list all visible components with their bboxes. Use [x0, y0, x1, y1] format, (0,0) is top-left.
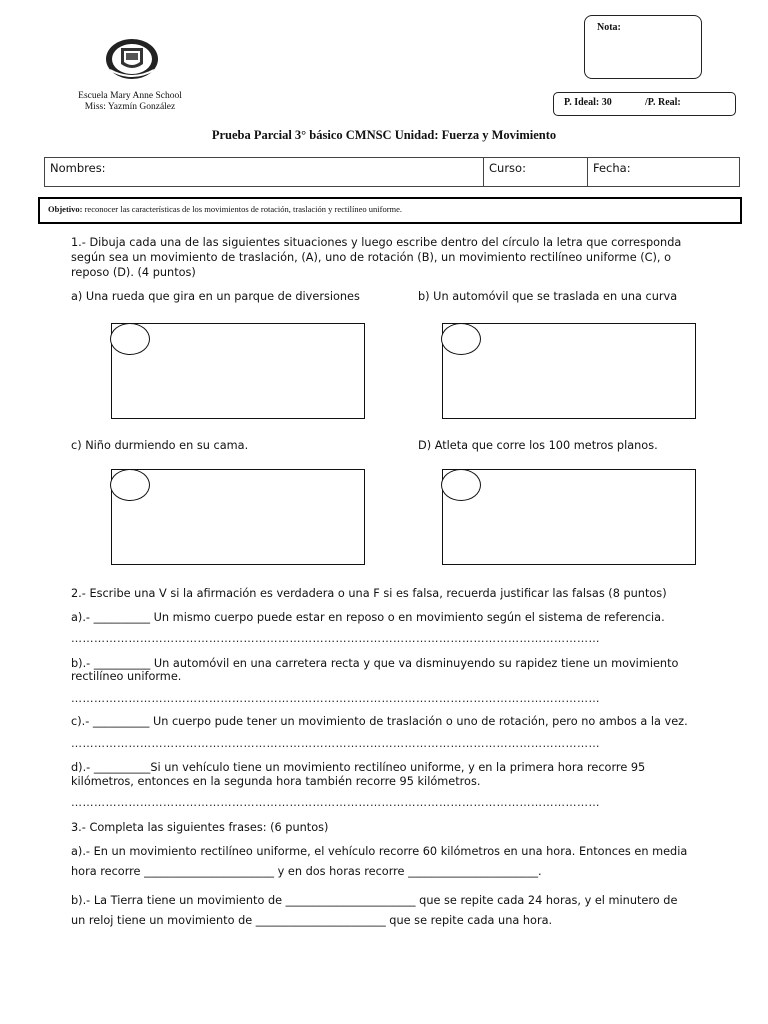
names-label: Nombres:: [50, 161, 106, 175]
school-crest-logo: [104, 36, 160, 82]
school-name: Escuela Mary Anne School: [78, 91, 182, 101]
q3-sentence-b-2[interactable]: un reloj tiene un movimiento de _______________________ que se repite cada una hora.: [71, 914, 553, 927]
q1-line-2: según sea un movimiento de traslación, (A), uno de rotación (B), un movimiento rectilíneo uniforme (C), o: [71, 251, 672, 264]
q2-answer-line-a[interactable]: …………………………………………………………………………………………………………………………: [71, 632, 600, 645]
q1-item-c: c) Niño durmiendo en su cama.: [71, 439, 249, 452]
q2-statement-a: a).- __________ Un mismo cuerpo puede estar en reposo o en movimiento según el sistema de referencia.: [71, 611, 665, 624]
q3-sentence-a-1: a).- En un movimiento rectilíneo uniforme, el vehículo recorre 60 kilómetros en una hora. Entonces en media: [71, 845, 688, 858]
q2-intro: 2.- Escribe una V si la afirmación es verdadera o una F si es falsa, recuerda justificar las falsas (8 puntos): [71, 587, 667, 600]
drawing-box-a[interactable]: [111, 323, 365, 419]
q2-statement-b-2: rectilíneo uniforme.: [71, 670, 182, 683]
drawing-box-c[interactable]: [111, 469, 365, 565]
date-field[interactable]: [587, 158, 739, 186]
q2-answer-line-d[interactable]: …………………………………………………………………………………………………………………………: [71, 796, 600, 809]
q2-answer-line-c[interactable]: …………………………………………………………………………………………………………………………: [71, 737, 600, 750]
q1-item-d: D) Atleta que corre los 100 metros planos.: [418, 439, 658, 452]
score-real: /P. Real:: [645, 97, 681, 108]
q1-item-a: a) Una rueda que gira en un parque de diversiones: [71, 290, 360, 303]
teacher-name: Miss: Yazmín González: [84, 102, 176, 112]
answer-circle-b[interactable]: [441, 323, 481, 355]
q3-sentence-b-1: b).- La Tierra tiene un movimiento de _______________________ que se repite cada 24 horas, y el minutero de: [71, 894, 678, 907]
objective-text: [48, 204, 402, 214]
drawing-box-b[interactable]: [442, 323, 696, 419]
objective-body: reconocer las características de los movimientos de rotación, traslación y rectilíneo uniforme.: [82, 204, 403, 214]
answer-circle-a[interactable]: [110, 323, 150, 355]
grade-label: Nota:: [597, 22, 621, 33]
answer-circle-d[interactable]: [441, 469, 481, 501]
date-label: Fecha:: [593, 161, 631, 175]
drawing-box-d[interactable]: [442, 469, 696, 565]
answer-circle-c[interactable]: [110, 469, 150, 501]
q2-statement-b-1: b).- __________ Un automóvil en una carretera recta y que va disminuyendo su rapidez tiene un movimiento: [71, 657, 679, 670]
names-field[interactable]: [45, 158, 483, 186]
score-box: [553, 92, 736, 116]
q1-item-b: b) Un automóvil que se traslada en una curva: [418, 290, 678, 303]
q2-statement-c: c).- __________ Un cuerpo pude tener un movimiento de traslación o uno de rotación, pero no ambos a la vez.: [71, 715, 688, 728]
score-ideal: P. Ideal: 30: [564, 97, 612, 108]
course-label: Curso:: [489, 161, 526, 175]
q3-sentence-a-2[interactable]: hora recorre _______________________ y en dos horas recorre _______________________.: [71, 865, 542, 878]
course-field[interactable]: [483, 158, 587, 186]
page-title: Prueba Parcial 3° básico CMNSC Unidad: Fuerza y Movimiento: [211, 128, 557, 142]
q2-statement-d-1: d).- __________Si un vehículo tiene un movimiento rectilíneo uniforme, y en la primera hora recorre 95: [71, 761, 646, 774]
q3-intro: 3.- Completa las siguientes frases: (6 puntos): [71, 821, 329, 834]
q2-answer-line-b[interactable]: …………………………………………………………………………………………………………………………: [71, 692, 600, 705]
student-info-table: [44, 157, 740, 187]
grade-box[interactable]: [584, 15, 702, 79]
q1-line-1: 1.- Dibuja cada una de las siguientes situaciones y luego escribe dentro del círculo la letra que corresponda: [71, 236, 682, 249]
q1-line-3: reposo (D). (4 puntos): [71, 266, 196, 279]
q2-statement-d-2: kilómetros, entonces en la segunda hora también recorre 95 kilómetros.: [71, 775, 481, 788]
objective-box: [38, 197, 742, 224]
objective-label: Objetivo:: [48, 204, 83, 214]
